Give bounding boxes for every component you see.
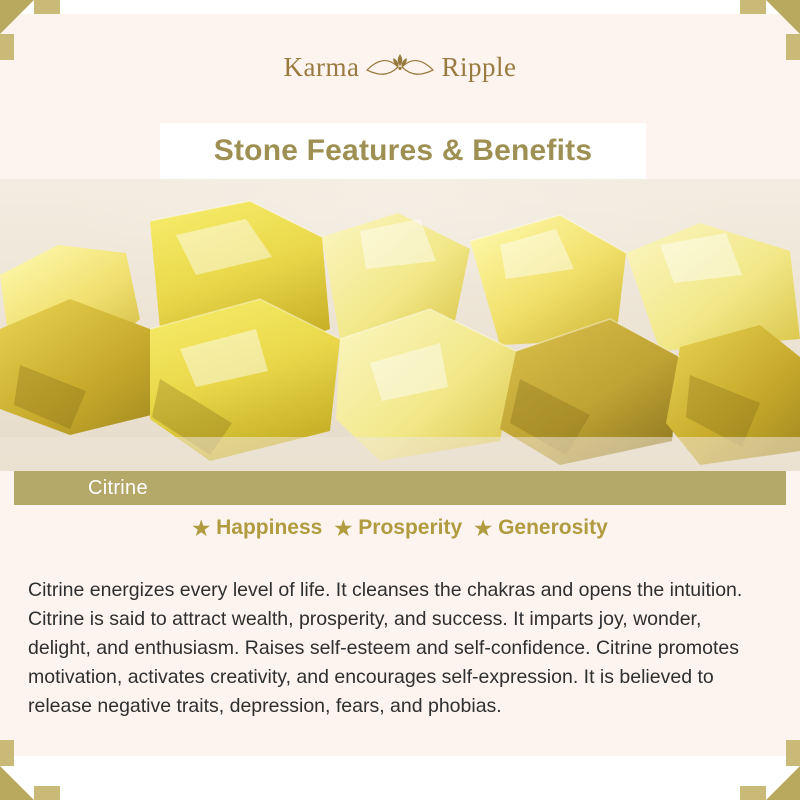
star-icon: ★ — [474, 517, 493, 540]
corner-decoration-top-right — [766, 0, 800, 34]
corner-accent-bar — [740, 0, 766, 14]
corner-accent-bar — [34, 786, 60, 800]
corner-accent-bar — [786, 740, 800, 766]
citrine-stones-photo — [0, 179, 800, 471]
bottom-white-strip — [0, 756, 800, 800]
page-title: Stone Features & Benefits — [213, 134, 593, 167]
benefit-label: Happiness — [216, 516, 323, 539]
top-white-strip — [0, 0, 800, 14]
brand-name-right: Ripple — [441, 51, 517, 82]
benefit-item — [192, 516, 322, 541]
lotus-flourish-icon — [365, 50, 435, 84]
corner-accent-bar — [34, 0, 60, 14]
benefits-list — [0, 508, 800, 548]
corner-decoration-top-left — [0, 0, 34, 34]
corner-decoration-bottom-left — [0, 766, 34, 800]
stone-name-bar — [14, 471, 786, 505]
benefit-item — [322, 516, 462, 541]
corner-accent-bar — [0, 740, 14, 766]
corner-decoration-bottom-right — [766, 766, 800, 800]
stone-name: Citrine — [88, 476, 148, 499]
benefit-label: Prosperity — [358, 516, 463, 539]
title-band — [160, 123, 646, 179]
star-icon: ★ — [192, 517, 211, 540]
star-icon: ★ — [334, 517, 353, 540]
stone-description: Citrine energizes every level of life. It cleanses the chakras and opens the intuition. Citrine is said to attract wealth, prosperity, and success. It imparts joy, wonder, delight, and enthusiasm. Raises self-esteem and self-confidence. Citrine promotes motivation, activates creativity, and encourages self-expression. It is believed to release negative traits, depression, fears, and phobias. — [28, 578, 743, 717]
brand-name-left: Karma — [283, 51, 360, 82]
corner-accent-bar — [740, 786, 766, 800]
benefit-item — [462, 516, 608, 541]
benefit-label: Generosity — [498, 516, 608, 539]
brand-logo — [0, 50, 800, 84]
